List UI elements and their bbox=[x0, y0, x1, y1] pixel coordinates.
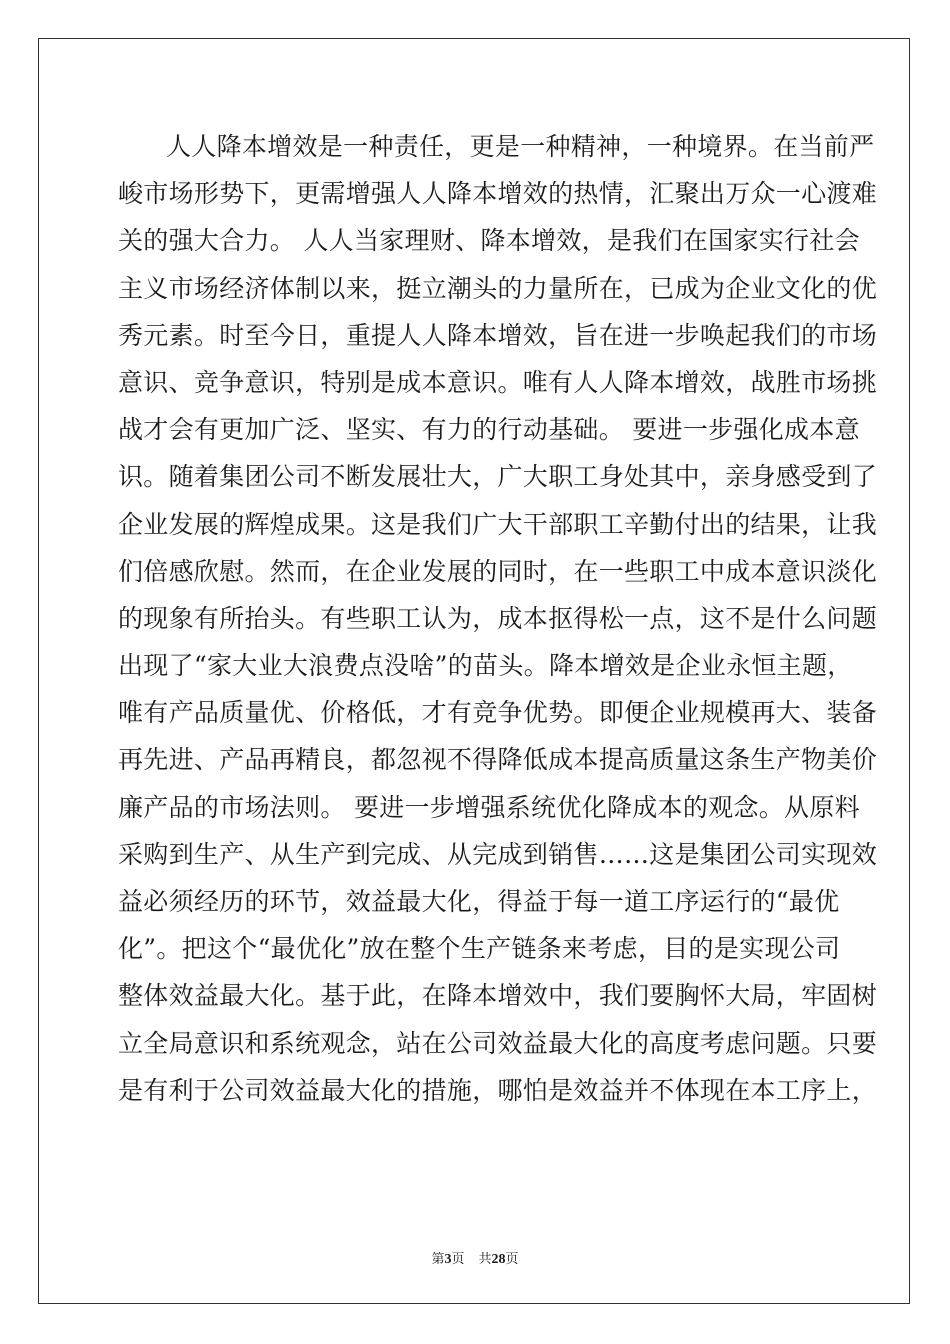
current-page-number: 3 bbox=[444, 1252, 452, 1267]
text-line: 意识、竞争意识，特别是成本意识。唯有人人降本增效，战胜市场挑 bbox=[118, 367, 878, 397]
text-line: 秀元素。时至今日，重提人人降本增效，旨在进一步唤起我们的市场 bbox=[118, 320, 878, 350]
text-line: 整体效益最大化。基于此，在降本增效中，我们要胸怀大局，牢固树 bbox=[118, 981, 878, 1011]
page-unit: 页 bbox=[451, 1252, 465, 1267]
text-line: 唯有产品质量优、价格低，才有竞争优势。即便企业规模再大、装备 bbox=[118, 698, 878, 728]
text-line: 廉产品的市场法则。 要进一步增强系统优化降成本的观念。从原料 bbox=[118, 792, 860, 822]
text-line: 峻市场形势下，更需增强人人降本增效的热情，汇聚出万众一心渡难 bbox=[118, 179, 878, 209]
text-line: 立全局意识和系统观念，站在公司效益最大化的高度考虑问题。只要 bbox=[118, 1028, 878, 1058]
text-line: 是有利于公司效益最大化的措施，哪怕是效益并不体现在本工序上， bbox=[118, 1075, 878, 1105]
text-line: 企业发展的辉煌成果。这是我们广大干部职工辛勤付出的结果，让我 bbox=[118, 509, 878, 539]
page-footer bbox=[0, 1248, 950, 1268]
total-unit: 页 bbox=[505, 1252, 519, 1267]
text-line: 采购到生产、从生产到完成、从完成到销售……这是集团公司实现效 bbox=[118, 839, 878, 869]
text-line: 人人降本增效是一种责任，更是一种精神，一种境界。在当前严 bbox=[166, 132, 875, 161]
total-prefix: 共 bbox=[478, 1252, 492, 1267]
text-line: 的现象有所抬头。有些职工认为，成本抠得松一点，这不是什么问题 bbox=[118, 603, 878, 633]
text-line: 主义市场经济体制以来，挺立潮头的力量所在，已成为企业文化的优 bbox=[118, 273, 878, 303]
total-page-count: 28 bbox=[491, 1252, 506, 1267]
text-line: 识。随着集团公司不断发展壮大，广大职工身处其中，亲身感受到了 bbox=[118, 462, 878, 492]
text-line: 们倍感欣慰。然而，在企业发展的同时，在一些职工中成本意识淡化 bbox=[118, 556, 878, 586]
text-line: 出现了“家大业大浪费点没啥”的苗头。降本增效是企业永恒主题， bbox=[118, 651, 853, 681]
text-line: 再先进、产品再精良，都忽视不得降低成本提高质量这条生产物美价 bbox=[118, 745, 878, 775]
text-line: 关的强大合力。 人人当家理财、降本增效，是我们在国家实行社会 bbox=[118, 226, 860, 256]
body-text bbox=[118, 123, 878, 1114]
text-line: 益必须经历的环节，效益最大化，得益于每一道工序运行的“最优 bbox=[118, 887, 840, 916]
text-line: 化”。把这个“最优化”放在整个生产链条来考虑，目的是实现公司 bbox=[118, 934, 841, 964]
text-line: 战才会有更加广泛、坚实、有力的行动基础。 要进一步强化成本意 bbox=[118, 415, 860, 445]
page-prefix: 第 bbox=[431, 1252, 445, 1267]
